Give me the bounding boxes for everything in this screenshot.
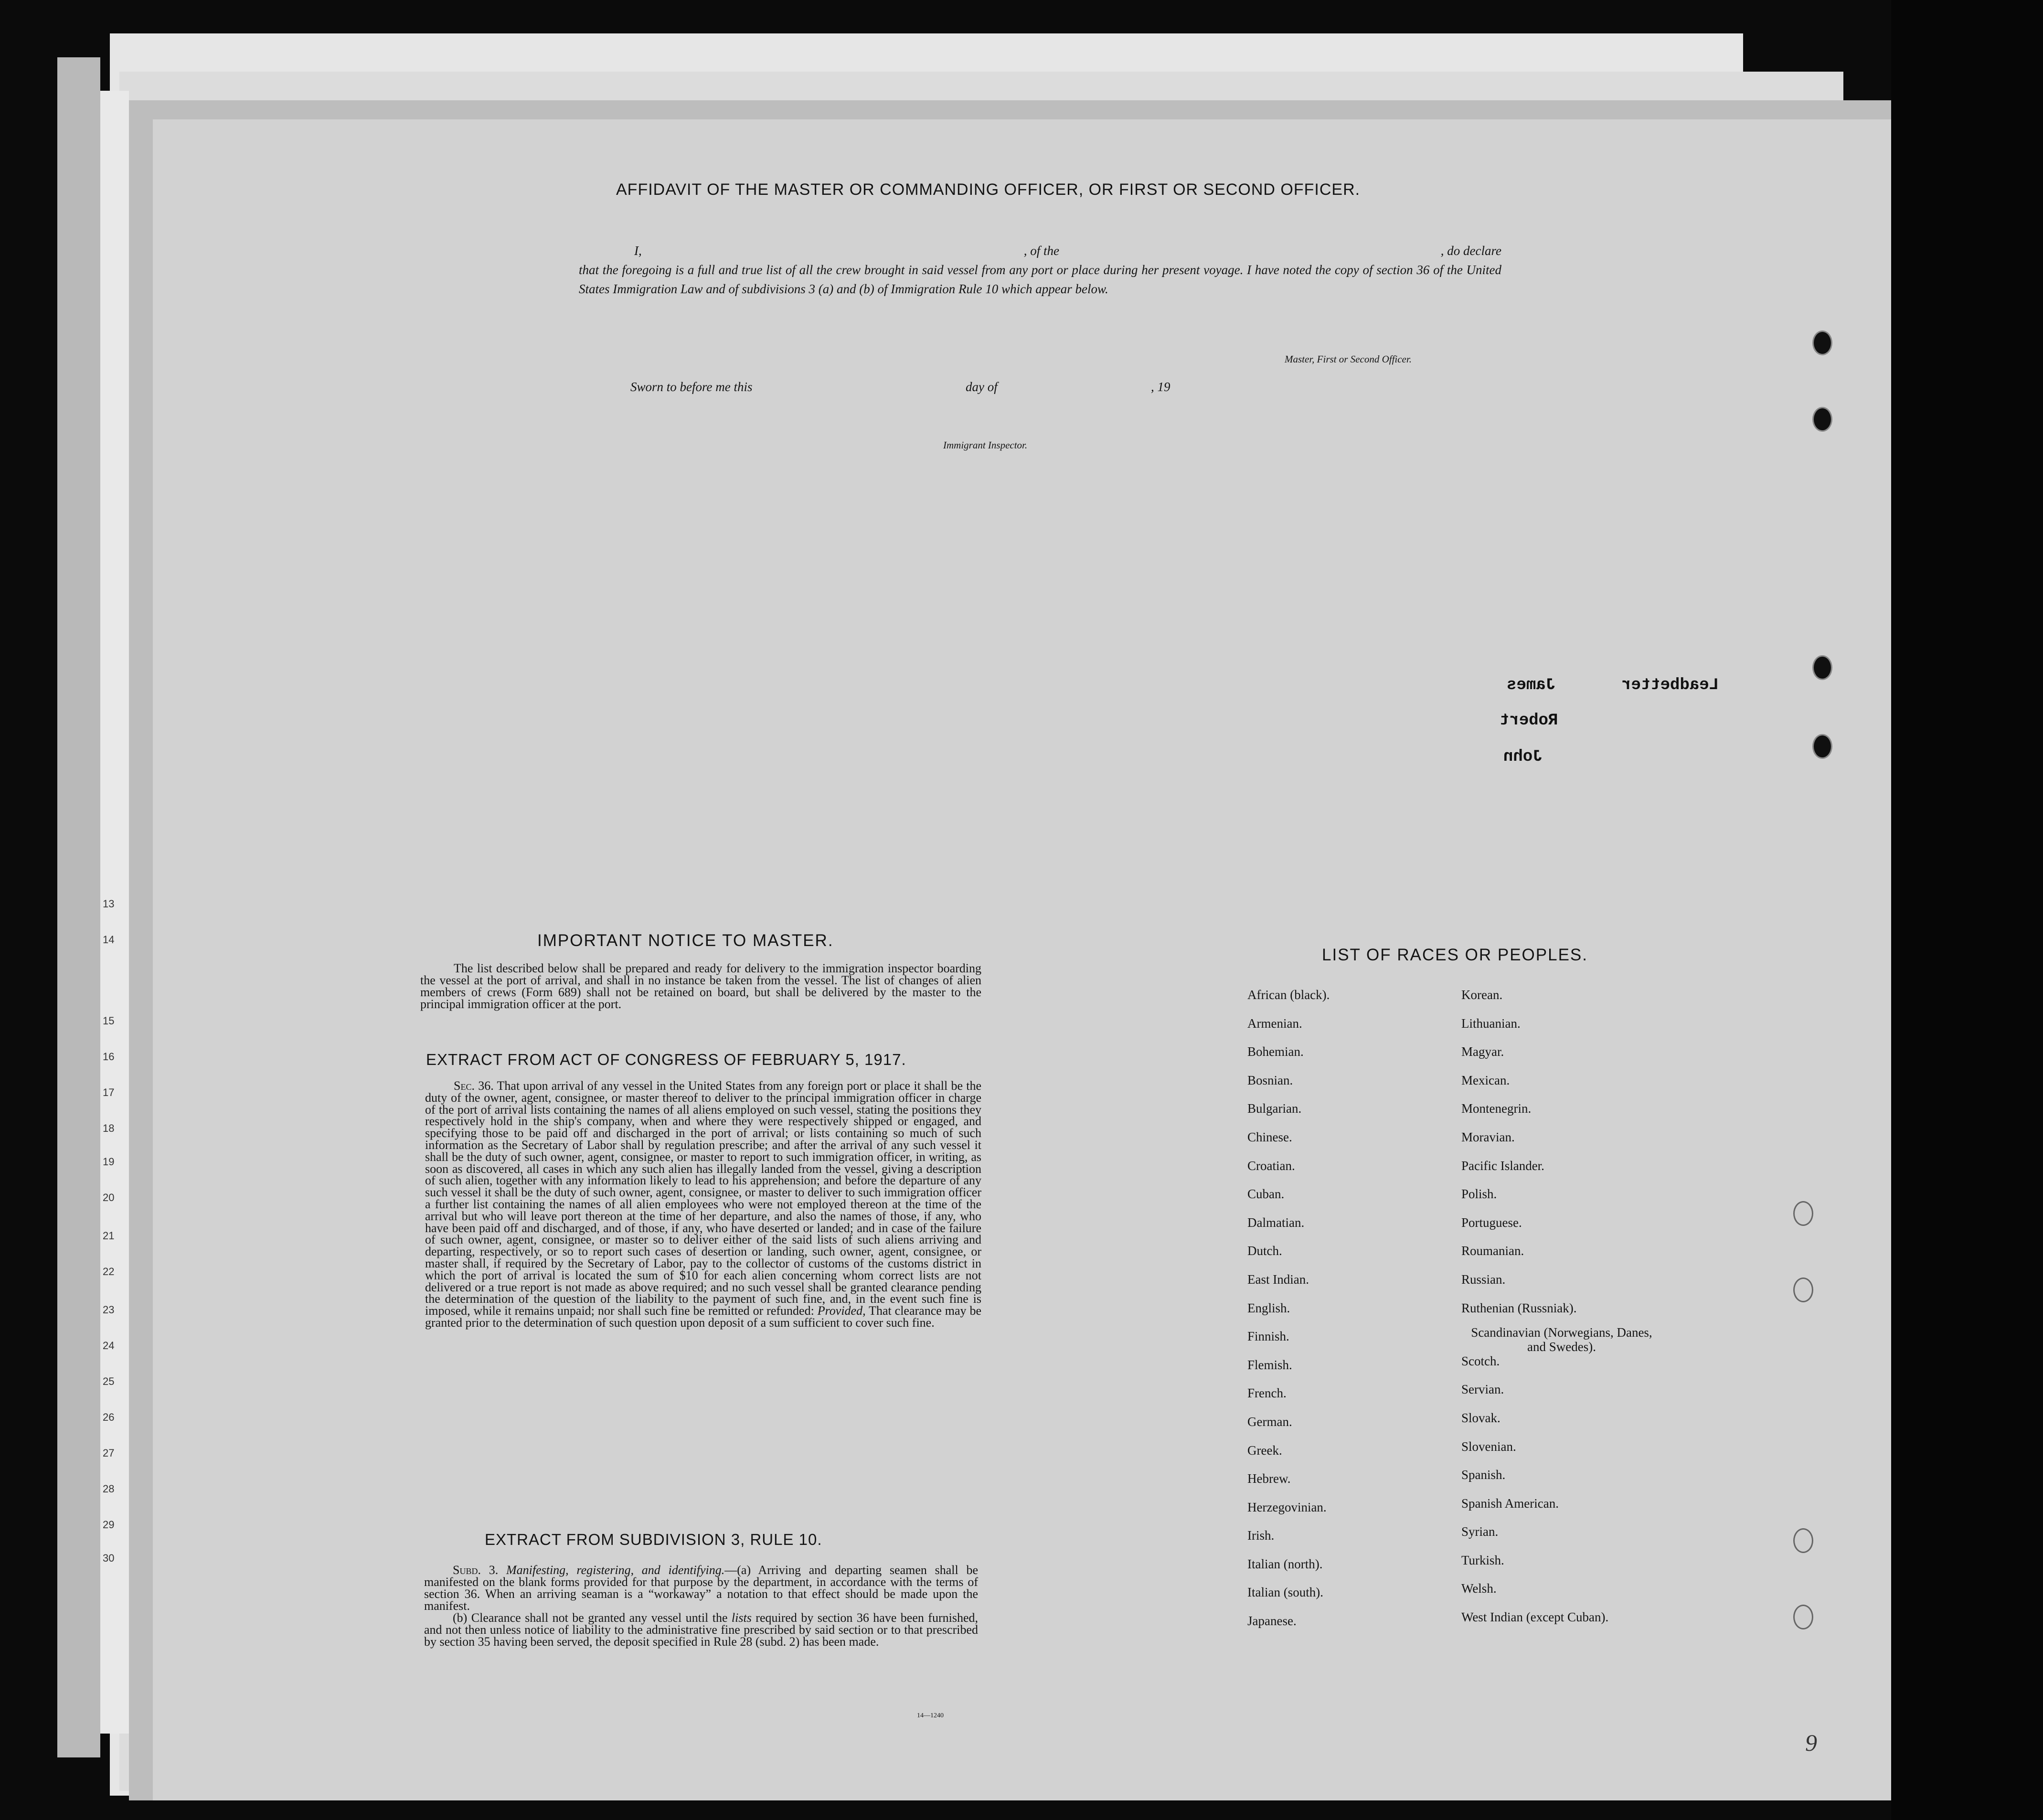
subd-title: Manifesting, registering, and identifying. [506, 1563, 725, 1577]
race-item: Chinese. [1247, 1129, 1292, 1144]
race-item: Dalmatian. [1247, 1215, 1305, 1230]
race-item: Italian (south). [1247, 1585, 1323, 1600]
race-item: West Indian (except Cuban). [1461, 1610, 1609, 1625]
binder-hole [1793, 1605, 1813, 1629]
binder-hole [1812, 734, 1832, 759]
race-item: Finnish. [1247, 1329, 1289, 1344]
race-item: Mexican. [1461, 1073, 1510, 1087]
strip-number: 13 [103, 898, 115, 910]
race-item: Russian. [1461, 1272, 1506, 1287]
section-body: That upon arrival of any vessel in the United States from any foreign port or place it shall be the duty of the owner, agent, consignee, or master thereof to deliver to the principal immigration officer in charge of the port of arrival lists containing the names of all aliens employed on such vessel, stating the positions they respectively hold in the ship's company, when and where they were respectively shipped or engaged, and specifying those to be paid off and discharged in the port of arrival; or lists containing so much of such information as the Secretary of Labor shall by regulation prescribe; and after the arrival of any such vessel it shall be the duty of such owner, agent, consignee, or master to report to such immigration officer, in writing, as soon as discovered, all cases in which any such alien has illegally landed from the vessel, giving a description of such alien, together with any information likely to lead to his apprehension; and before the departure of any such vessel it shall be the duty of such owner, agent, consignee, or master to deliver to such immigration officer a further list containing the names of all alien employees who were not employed thereon at the time of the arrival but who will leave port thereon at the time of her departure, and also the names of those, if any, who have been paid off and discharged, and of those, if any, who have deserted or landed; and in case of the failure of such owner, agent, consignee, or master so to deliver either of the said lists of such aliens arriving and departing, respectively, or so to report such cases of desertion or landing, such owner, agent, consignee, or master shall, if required by the Secretary of Labor, pay to the collector of customs of the customs district in which the port of arrival is located the sum of $10 for each alien concerning whom correct lists are not delivered or a true report is not made as above required; and no such vessel shall be granted clearance pending the determination of the question of the liability to the payment of such fine, and, in the event such fine is imposed, while it remains unpaid; nor shall such fine be remitted or refunded: [425, 1079, 982, 1318]
sworn-year: , 19 [1151, 380, 1170, 394]
form-number: 14—1240 [917, 1712, 944, 1719]
section-36-text [425, 1080, 981, 1329]
sworn-day-of: day of [966, 380, 998, 394]
declaration-text: that the foregoing is a full and true list of all the crew brought in said vessel from any port or place during her present voyage. I have noted the copy of section 36 of the United States Immigration Law and of subdivisions 3 (a) and (b) of Immigration Rule 10 which appear below. [579, 263, 1501, 296]
subd-para-b-prefix: (b) Clearance shall not be granted any vessel until the [453, 1611, 728, 1625]
notice-title: IMPORTANT NOTICE TO MASTER. [537, 931, 834, 950]
declaration-do-declare: , do declare [1440, 244, 1501, 258]
binder-hole [1793, 1528, 1813, 1553]
race-item: Syrian. [1461, 1524, 1499, 1539]
race-item: Bulgarian. [1247, 1101, 1302, 1116]
race-item: Magyar. [1461, 1044, 1504, 1059]
inspector-signature-caption: Immigrant Inspector. [943, 439, 1028, 451]
race-item: Irish. [1247, 1528, 1275, 1543]
strip-number: 20 [103, 1192, 115, 1203]
race-item: Pacific Islander. [1461, 1158, 1544, 1173]
affidavit-declaration [579, 241, 1501, 298]
typed-given-name: John [1503, 748, 1543, 766]
typed-given-name: James [1507, 676, 1556, 694]
subd-label: Subd. 3. [453, 1563, 499, 1577]
race-item: Portuguese. [1461, 1215, 1522, 1230]
affidavit-title: AFFIDAVIT OF THE MASTER OR COMMANDING OFFICER, OR FIRST OR SECOND OFFICER. [616, 181, 1361, 199]
race-item: Roumanian. [1461, 1244, 1524, 1258]
strip-number: 16 [103, 1051, 115, 1063]
master-signature-caption: Master, First or Second Officer. [1285, 353, 1412, 365]
strip-number: 25 [103, 1375, 115, 1387]
scan-border [1891, 0, 2043, 1820]
strip-number: 26 [103, 1411, 115, 1423]
race-item: Scotch. [1461, 1353, 1500, 1368]
strip-number: 29 [103, 1519, 115, 1531]
sworn-prefix: Sworn to before me this [630, 380, 753, 394]
race-item: Armenian. [1247, 1016, 1302, 1031]
strip-number: 19 [103, 1156, 115, 1168]
race-item: Flemish. [1247, 1357, 1292, 1372]
strip-number: 27 [103, 1447, 115, 1459]
race-item: Ruthenian (Russniak). [1461, 1300, 1577, 1315]
race-item: German. [1247, 1414, 1292, 1429]
strip-number: 22 [103, 1266, 115, 1277]
strip-number: 30 [103, 1552, 115, 1564]
binder-hole [1812, 655, 1832, 680]
race-item: Spanish. [1461, 1468, 1506, 1482]
races-title: LIST OF RACES OR PEOPLES. [1322, 946, 1588, 964]
race-item: Lithuanian. [1461, 1016, 1521, 1031]
typed-given-name: Robert [1500, 712, 1558, 730]
race-item: Turkish. [1461, 1553, 1504, 1567]
races-column-2 [1461, 988, 1662, 1639]
race-item: Greek. [1247, 1443, 1282, 1458]
strip-number: 14 [103, 934, 115, 946]
binder-hole [1812, 330, 1832, 355]
strip-number: 24 [103, 1340, 115, 1352]
subdivision-3-text [424, 1564, 978, 1648]
race-item: Servian. [1461, 1382, 1504, 1397]
page-mark: 9 [1805, 1729, 1817, 1756]
strip-number: 21 [103, 1230, 115, 1242]
act-extract-heading: EXTRACT FROM ACT OF CONGRESS OF FEBRUARY 5, 1917. [426, 1051, 906, 1068]
race-item: Slovenian. [1461, 1439, 1516, 1454]
declaration-first-line [579, 241, 1501, 260]
declaration-of-the: , of the [1023, 244, 1059, 258]
strip-number: 23 [103, 1304, 115, 1316]
race-item: Scandinavian (Norwegians, Danes, and Swedes). [1471, 1325, 1652, 1354]
declaration-i: I, [634, 244, 642, 258]
race-item: Japanese. [1247, 1614, 1297, 1628]
binder-hole [1812, 407, 1832, 432]
proviso-word: Provided, [817, 1304, 866, 1318]
strip-number: 17 [103, 1086, 115, 1098]
race-item: Bosnian. [1247, 1073, 1293, 1087]
strip-number: 15 [103, 1015, 115, 1027]
race-item: Hebrew. [1247, 1471, 1291, 1486]
race-item: Montenegrin. [1461, 1101, 1532, 1116]
races-column-1 [1247, 988, 1330, 1642]
binder-hole [1793, 1201, 1813, 1226]
race-item: French. [1247, 1386, 1287, 1401]
proviso-text: That clearance may be granted prior to the determination of such question upon deposit of a sum sufficient to cover such fine. [425, 1304, 981, 1330]
notice-body: The list described below shall be prepared and ready for delivery to the immigration inspector boarding the vessel at the port of arrival, and shall in no instance be taken from the vessel. The list of changes of alien members of crews (Form 689) shall not be retained on board, but shall be delivered by the master to the principal immigration officer at the port. [420, 961, 981, 1011]
race-item: Polish. [1461, 1187, 1497, 1202]
race-item: Bohemian. [1247, 1044, 1304, 1059]
strip-number: 18 [103, 1122, 115, 1134]
race-item: Cuban. [1247, 1187, 1285, 1202]
race-item: Dutch. [1247, 1244, 1282, 1258]
race-item: Welsh. [1461, 1581, 1497, 1596]
race-item: Spanish American. [1461, 1496, 1559, 1511]
strip-number: 28 [103, 1483, 115, 1495]
race-item: Korean. [1461, 988, 1503, 1002]
section-label: Sec. 36. [454, 1079, 494, 1093]
rule-extract-heading: EXTRACT FROM SUBDIVISION 3, RULE 10. [485, 1531, 822, 1548]
race-item: Herzegovinian. [1247, 1500, 1327, 1514]
binder-hole [1793, 1277, 1813, 1302]
subd-para-a: —(a) Arriving and departing seamen shall be manifested on the blank forms provided for that purpose by the department, in accordance with the terms of section 36. When an arriving seaman is a “workaway” a notation to that effect should be made upon the manifest. [424, 1563, 979, 1613]
typed-surname: Leadbetter [1621, 676, 1719, 694]
race-item: Croatian. [1247, 1158, 1295, 1173]
race-item: Moravian. [1461, 1129, 1515, 1144]
race-item: African (black). [1247, 988, 1330, 1002]
subd-para-b-lists: lists [731, 1611, 752, 1625]
binding-strip [57, 57, 100, 1757]
race-item: East Indian. [1247, 1272, 1309, 1287]
subd-para-b-rest: required by section 36 have been furnished, and not then unless notice of liability to the administrative fine prescribed by said section or to that prescribed by section 35 having been served, the deposit specified in Rule 28 (subd. 2) has been made. [424, 1611, 979, 1649]
race-item: Italian (north). [1247, 1556, 1323, 1571]
race-item: Slovak. [1461, 1410, 1500, 1425]
race-item: English. [1247, 1300, 1290, 1315]
